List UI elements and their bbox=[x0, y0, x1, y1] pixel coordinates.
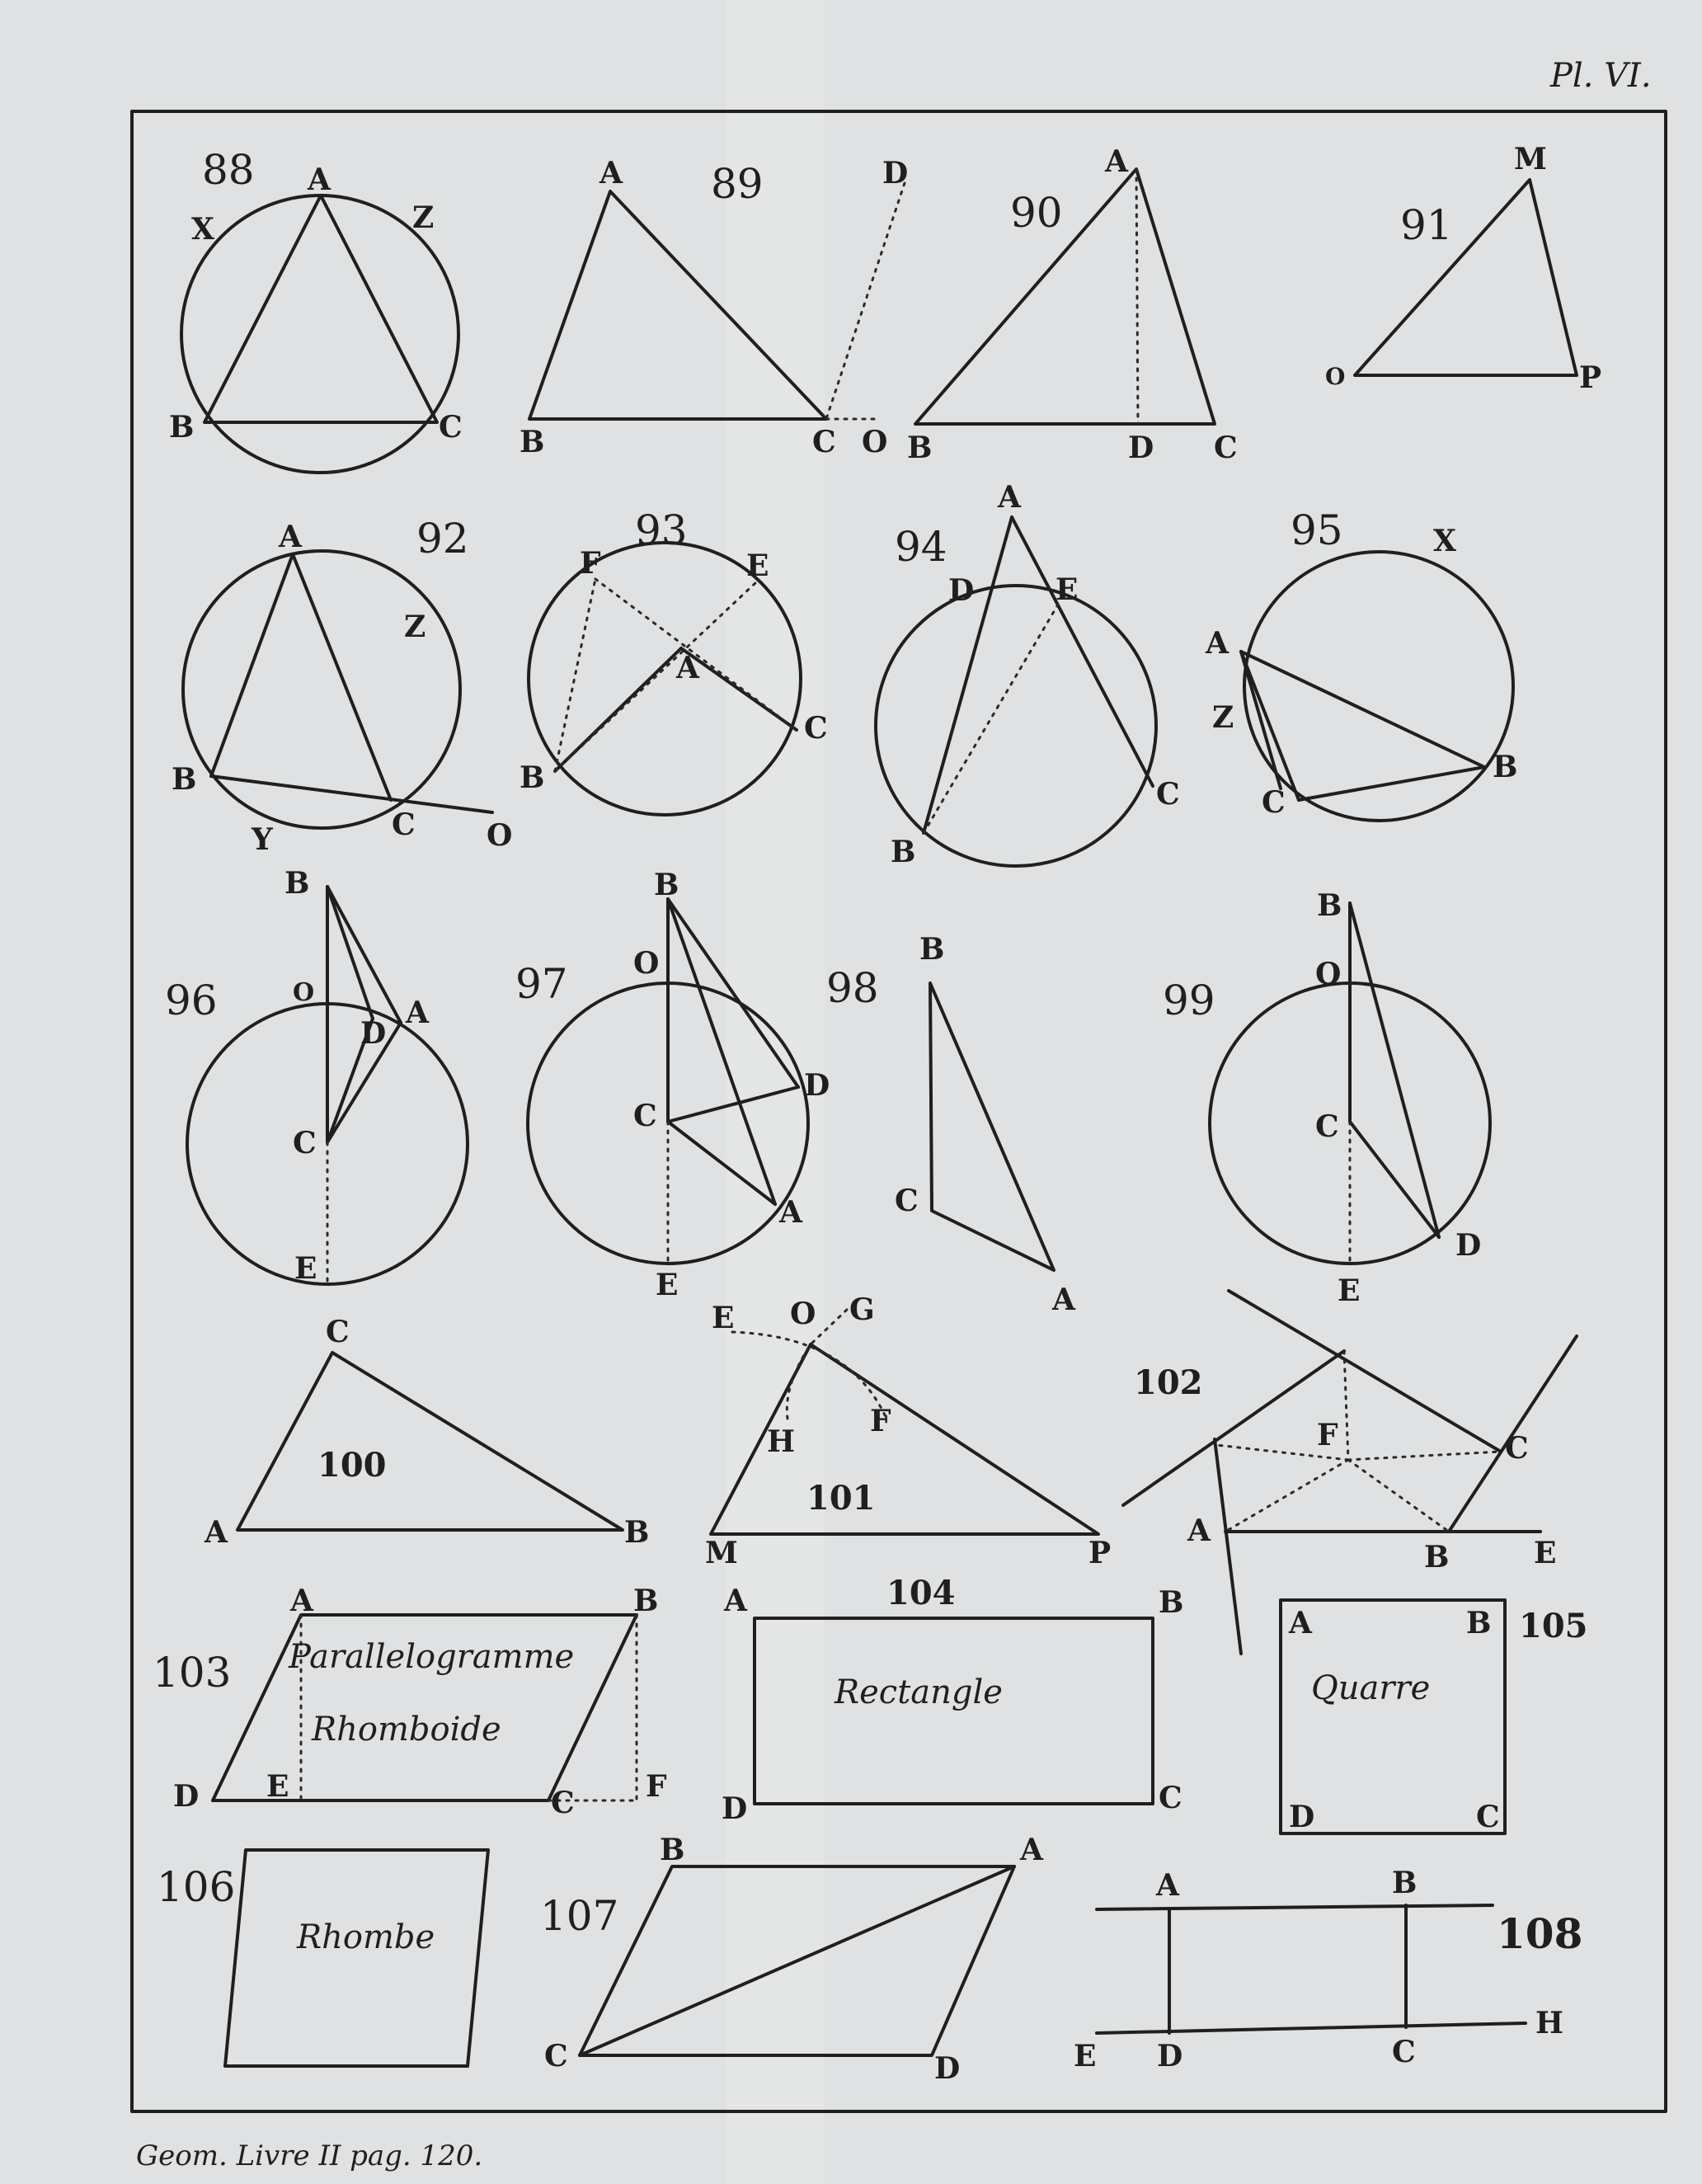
point-label: C bbox=[1476, 1800, 1500, 1834]
figure-number: 99 bbox=[1163, 977, 1215, 1024]
figure-number: 94 bbox=[895, 523, 947, 571]
point-label: Z bbox=[404, 610, 426, 644]
point-label: A bbox=[290, 1584, 313, 1618]
point-label: E bbox=[1534, 1536, 1557, 1570]
point-label: A bbox=[724, 1584, 747, 1618]
point-label: D bbox=[948, 573, 975, 608]
point-label: B bbox=[1317, 888, 1342, 923]
point-label: D bbox=[1128, 431, 1154, 465]
point-label: B bbox=[172, 762, 197, 797]
point-label: B bbox=[1493, 750, 1518, 784]
point-label: B bbox=[520, 425, 545, 459]
point-label: B bbox=[919, 932, 945, 967]
point-label: X bbox=[191, 212, 214, 247]
point-label: A bbox=[1020, 1833, 1043, 1867]
point-label: F bbox=[646, 1769, 667, 1804]
point-label: D bbox=[934, 2051, 961, 2086]
point-label: B bbox=[624, 1515, 650, 1550]
point-label: C bbox=[1262, 785, 1286, 820]
point-label: C bbox=[1156, 777, 1180, 812]
shape-name: Rhomboide bbox=[312, 1711, 501, 1749]
point-label: C bbox=[326, 1315, 350, 1349]
point-label: D bbox=[722, 1791, 748, 1826]
figure-number: 103 bbox=[153, 1649, 232, 1697]
point-label: E bbox=[1074, 2039, 1097, 2073]
point-label: C bbox=[1214, 431, 1238, 465]
figure-number: 108 bbox=[1497, 1909, 1583, 1958]
point-label: C bbox=[293, 1126, 317, 1160]
point-label: A bbox=[1105, 144, 1128, 179]
shape-name: Rhombe bbox=[297, 1918, 435, 1956]
figure-number: 92 bbox=[416, 515, 469, 562]
point-label: C bbox=[439, 410, 463, 445]
point-label: E bbox=[746, 548, 769, 583]
point-label: H bbox=[1535, 2006, 1564, 2040]
figure-number: 95 bbox=[1291, 506, 1343, 554]
figure-number: 88 bbox=[202, 146, 255, 194]
point-label: E bbox=[266, 1769, 289, 1804]
figure-number: 97 bbox=[515, 960, 568, 1008]
point-label: B bbox=[169, 410, 195, 445]
figure-number: 93 bbox=[635, 506, 688, 554]
point-label: D bbox=[1455, 1228, 1482, 1263]
point-label: F bbox=[580, 546, 601, 581]
point-label: B bbox=[520, 760, 545, 795]
plate-label: Pl. VI. bbox=[1550, 57, 1652, 95]
point-label: C bbox=[392, 807, 416, 842]
point-label: C bbox=[804, 711, 828, 746]
figure-number: 105 bbox=[1519, 1607, 1588, 1645]
point-label: E bbox=[712, 1301, 735, 1335]
figure-number: 91 bbox=[1400, 201, 1453, 249]
point-label: B bbox=[284, 866, 310, 901]
point-label: O bbox=[487, 818, 513, 853]
point-label: Z bbox=[412, 200, 435, 235]
figure-number: 100 bbox=[317, 1446, 387, 1485]
figure-number: 104 bbox=[886, 1574, 956, 1612]
point-label: O bbox=[790, 1297, 816, 1331]
point-label: C bbox=[551, 1786, 575, 1820]
point-label: B bbox=[1466, 1606, 1492, 1640]
figure-number: 96 bbox=[165, 977, 218, 1024]
point-label: D bbox=[804, 1068, 830, 1103]
point-label: A bbox=[779, 1195, 802, 1230]
point-label: C bbox=[895, 1184, 919, 1218]
point-label: C bbox=[1159, 1781, 1182, 1815]
figure-number: 107 bbox=[540, 1892, 619, 1940]
point-label: O bbox=[633, 946, 660, 981]
point-label: A bbox=[279, 520, 302, 554]
point-label: O bbox=[293, 978, 315, 1007]
point-label: B bbox=[660, 1833, 685, 1867]
point-label: E bbox=[294, 1251, 317, 1286]
shape-name: Parallelogramme bbox=[289, 1638, 575, 1676]
point-label: P bbox=[1088, 1536, 1112, 1570]
point-label: Y bbox=[252, 822, 273, 857]
point-label: Z bbox=[1212, 700, 1234, 735]
point-label: O bbox=[862, 425, 888, 459]
point-label: B bbox=[1159, 1585, 1184, 1620]
point-label: G bbox=[849, 1292, 875, 1327]
point-label: C bbox=[1505, 1431, 1529, 1466]
point-label: P bbox=[1579, 360, 1602, 395]
point-label: C bbox=[633, 1099, 657, 1133]
point-label: E bbox=[1056, 572, 1079, 607]
point-label: C bbox=[544, 2039, 568, 2073]
point-label: D bbox=[360, 1016, 387, 1051]
point-label: H bbox=[767, 1424, 796, 1459]
figure-number: 102 bbox=[1134, 1363, 1203, 1402]
point-label: A bbox=[308, 162, 331, 197]
shape-name: Quarre bbox=[1311, 1669, 1431, 1707]
point-label: B bbox=[891, 835, 916, 869]
point-label: E bbox=[1338, 1273, 1361, 1308]
point-label: A bbox=[406, 996, 429, 1030]
point-label: C bbox=[1315, 1109, 1339, 1144]
figure-number: 106 bbox=[157, 1863, 236, 1911]
point-label: D bbox=[1289, 1800, 1315, 1834]
point-label: O bbox=[1315, 957, 1342, 991]
point-label: B bbox=[907, 431, 933, 465]
point-label: D bbox=[882, 156, 909, 191]
plate-caption: Geom. Livre II pag. 120. bbox=[136, 2139, 483, 2172]
point-label: D bbox=[1157, 2039, 1183, 2073]
point-label: D bbox=[173, 1779, 200, 1814]
point-label: X bbox=[1433, 524, 1456, 558]
figure-number: 90 bbox=[1010, 189, 1063, 237]
point-label: A bbox=[205, 1515, 228, 1550]
point-label: B bbox=[1392, 1866, 1418, 1900]
point-label: A bbox=[998, 480, 1021, 515]
point-label: A bbox=[1156, 1868, 1179, 1903]
point-label: O bbox=[1325, 363, 1346, 390]
point-label: C bbox=[1392, 2035, 1416, 2069]
point-label: A bbox=[1206, 626, 1229, 661]
point-label: B bbox=[654, 868, 679, 902]
figure-number: 98 bbox=[826, 964, 879, 1012]
shape-name: Rectangle bbox=[835, 1673, 1003, 1711]
point-label: A bbox=[1289, 1606, 1312, 1640]
point-label: F bbox=[1317, 1418, 1338, 1452]
point-label: M bbox=[705, 1536, 738, 1570]
point-label: E bbox=[656, 1268, 679, 1302]
point-label: A bbox=[676, 651, 699, 685]
point-label: A bbox=[599, 156, 623, 191]
point-label: A bbox=[1187, 1513, 1211, 1548]
figure-number: 89 bbox=[711, 160, 764, 208]
point-label: M bbox=[1514, 142, 1547, 177]
point-label: A bbox=[1052, 1283, 1075, 1317]
point-label: F bbox=[870, 1404, 891, 1438]
point-label: C bbox=[812, 425, 836, 459]
figure-number: 101 bbox=[806, 1479, 876, 1518]
point-label: B bbox=[633, 1584, 659, 1618]
point-label: B bbox=[1424, 1540, 1450, 1574]
